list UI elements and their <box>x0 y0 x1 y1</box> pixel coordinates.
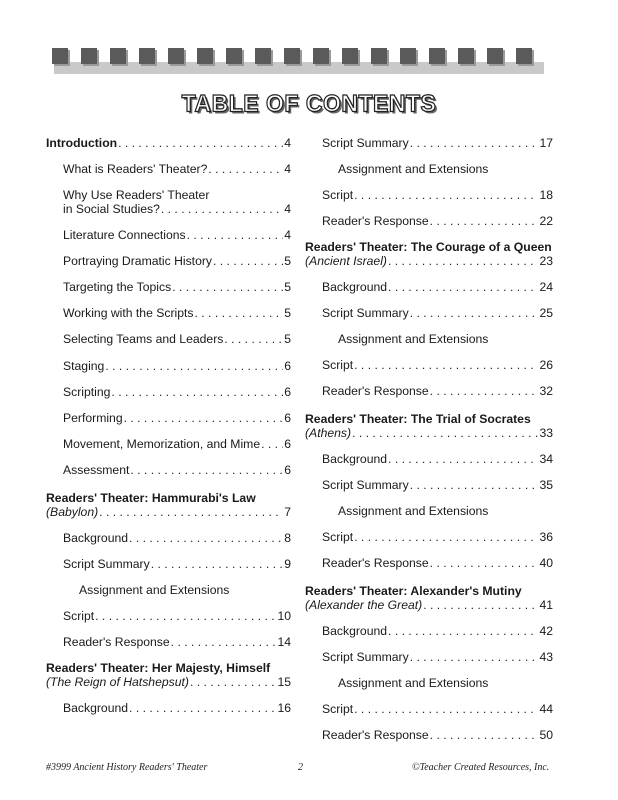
toc-entry <box>338 162 553 177</box>
spiral-ring <box>139 48 155 64</box>
toc-entry-title: Background <box>322 280 388 294</box>
toc-entry <box>63 359 291 374</box>
dot-leader <box>172 280 283 295</box>
spiral-ring <box>313 48 329 64</box>
dot-leader <box>430 728 539 743</box>
dot-leader <box>129 701 276 716</box>
toc-entry-title: Reader's Response <box>322 556 429 570</box>
toc-entry-title: (Alexander the Great) <box>305 598 423 612</box>
toc-entry-page: 34 <box>539 452 553 466</box>
toc-entry-title: Introduction <box>46 136 118 150</box>
toc-entry-page: 15 <box>277 675 291 689</box>
toc-entry <box>63 463 291 478</box>
toc-entry <box>63 437 291 452</box>
toc-entry <box>305 240 553 255</box>
spiral-ring <box>458 48 474 64</box>
dot-leader <box>151 557 284 572</box>
toc-entry-page: 33 <box>539 426 553 440</box>
dot-leader <box>195 306 284 321</box>
dot-leader <box>187 228 284 243</box>
dot-leader <box>208 162 283 177</box>
spiral-ring <box>110 48 126 64</box>
toc-entry-page: 18 <box>539 188 553 202</box>
toc-entry-title: Background <box>322 624 388 638</box>
toc-entry-title: What is Readers' Theater? <box>63 162 208 176</box>
toc-entry-title: Reader's Response <box>322 384 429 398</box>
toc-entry-title: Script Summary <box>322 650 409 664</box>
toc-entry <box>46 661 291 676</box>
toc-entry-page: 32 <box>539 384 553 398</box>
toc-entry-title: Assessment <box>63 463 130 477</box>
spiral-ring <box>487 48 503 64</box>
toc-entry-title: Readers' Theater: Her Majesty, Himself <box>46 661 271 675</box>
toc-entry-page: 5 <box>284 280 291 294</box>
toc-entry-title: Staging <box>63 359 105 373</box>
toc-entry-page: 35 <box>539 478 553 492</box>
toc-entry-page: 8 <box>284 531 291 545</box>
spiral-ring <box>226 48 242 64</box>
dot-leader <box>95 609 276 624</box>
toc-entry-title: (The Reign of Hatshepsut) <box>46 675 189 689</box>
toc-entry <box>63 609 291 624</box>
dot-leader <box>124 411 284 426</box>
toc-entry-title: (Athens) <box>305 426 352 440</box>
toc-entry <box>63 280 291 295</box>
dot-leader <box>354 702 538 717</box>
footer-copyright: ©Teacher Created Resources, Inc. <box>412 762 550 773</box>
dot-leader <box>388 624 538 639</box>
dot-leader <box>99 505 283 520</box>
toc-entry-page: 4 <box>284 136 291 150</box>
toc-entry-title: (Babylon) <box>46 505 99 519</box>
toc-entry-title: Script <box>322 188 354 202</box>
toc-entry-title: Assignment and Extensions <box>338 162 489 176</box>
toc-entry <box>305 598 553 613</box>
toc-entry <box>322 478 553 493</box>
spiral-ring <box>516 48 532 64</box>
toc-entry-page: 6 <box>284 385 291 399</box>
toc-entry <box>338 332 553 347</box>
dot-leader <box>430 214 539 229</box>
toc-entry <box>338 676 553 691</box>
toc-entry <box>63 385 291 400</box>
page-title: TABLE OF CONTENTS <box>181 89 437 117</box>
dot-leader <box>190 675 277 690</box>
toc-entry-title: Targeting the Topics <box>63 280 172 294</box>
toc-entry <box>63 188 291 203</box>
toc-entry-title: Background <box>63 701 129 715</box>
spiral-ring <box>81 48 97 64</box>
toc-entry <box>63 557 291 572</box>
toc-entry <box>322 650 553 665</box>
toc-entry-page: 10 <box>277 609 291 623</box>
footer-page-number: 2 <box>298 762 303 773</box>
dot-leader <box>261 437 283 452</box>
toc-entry-title: Assignment and Extensions <box>338 332 489 346</box>
toc-entry <box>63 202 291 217</box>
footer-book-title: #3999 Ancient History Readers' Theater <box>46 762 208 773</box>
dot-leader <box>410 650 539 665</box>
toc-entry-page: 50 <box>539 728 553 742</box>
toc-entry <box>322 728 553 743</box>
toc-entry-title: Script Summary <box>322 306 409 320</box>
toc-entry-page: 5 <box>284 254 291 268</box>
toc-entry-page: 6 <box>284 437 291 451</box>
toc-entry-page: 6 <box>284 411 291 425</box>
dot-leader <box>224 332 283 347</box>
toc-entry-title: Script <box>322 530 354 544</box>
toc-entry <box>322 624 553 639</box>
toc-entry <box>63 701 291 716</box>
dot-leader <box>118 136 283 151</box>
toc-entry <box>322 280 553 295</box>
toc-entry <box>305 412 553 427</box>
toc-entry-title: Assignment and Extensions <box>338 504 489 518</box>
toc-entry-page: 40 <box>539 556 553 570</box>
toc-entry-page: 4 <box>284 202 291 216</box>
spiral-ring <box>342 48 358 64</box>
toc-entry-page: 26 <box>539 358 553 372</box>
spiral-ring <box>284 48 300 64</box>
toc-entry <box>322 384 553 399</box>
spiral-ring <box>371 48 387 64</box>
toc-entry <box>63 332 291 347</box>
dot-leader <box>410 136 539 151</box>
dot-leader <box>430 556 539 571</box>
dot-leader <box>354 530 538 545</box>
toc-entry <box>305 584 553 599</box>
spiral-ring <box>255 48 271 64</box>
toc-entry-title: Reader's Response <box>322 214 429 228</box>
toc-entry-title: Assignment and Extensions <box>79 583 230 597</box>
dot-leader <box>388 280 538 295</box>
toc-entry <box>322 188 553 203</box>
dot-leader <box>410 306 539 321</box>
toc-entry-title: Readers' Theater: The Courage of a Queen <box>305 240 552 254</box>
toc-entry-title: Why Use Readers' Theater <box>63 188 210 202</box>
toc-entry-title: Literature Connections <box>63 228 186 242</box>
spiral-ring <box>168 48 184 64</box>
toc-entry-page: 16 <box>277 701 291 715</box>
toc-entry-title: Script <box>322 358 354 372</box>
toc-entry <box>63 306 291 321</box>
dot-leader <box>213 254 283 269</box>
toc-entry <box>322 358 553 373</box>
toc-entry-page: 4 <box>284 162 291 176</box>
toc-entry <box>322 214 553 229</box>
dot-leader <box>129 531 283 546</box>
toc-entry-title: Scripting <box>63 385 111 399</box>
toc-entry-page: 42 <box>539 624 553 638</box>
toc-entry <box>322 136 553 151</box>
toc-entry-page: 44 <box>539 702 553 716</box>
toc-entry-title: Readers' Theater: The Trial of Socrates <box>305 412 531 426</box>
toc-entry-title: Working with the Scripts <box>63 306 194 320</box>
dot-leader <box>354 188 538 203</box>
toc-entry <box>63 531 291 546</box>
toc-entry-page: 5 <box>284 306 291 320</box>
toc-entry-page: 6 <box>284 463 291 477</box>
dot-leader <box>410 478 539 493</box>
dot-leader <box>388 452 538 467</box>
toc-entry <box>46 675 291 690</box>
toc-entry-title: Reader's Response <box>322 728 429 742</box>
toc-entry-title: Script Summary <box>63 557 150 571</box>
spiral-ring <box>197 48 213 64</box>
dot-leader <box>352 426 538 441</box>
dot-leader <box>130 463 283 478</box>
toc-entry-page: 24 <box>539 280 553 294</box>
toc-entry-title: Script <box>322 702 354 716</box>
toc-entry <box>305 426 553 441</box>
toc-entry <box>322 452 553 467</box>
toc-entry <box>322 306 553 321</box>
toc-entry-page: 22 <box>539 214 553 228</box>
toc-entry-title: Background <box>63 531 129 545</box>
toc-entry <box>79 583 291 598</box>
toc-entry-page: 5 <box>284 332 291 346</box>
toc-entry-title: Background <box>322 452 388 466</box>
toc-entry-title: Script Summary <box>322 136 409 150</box>
toc-entry <box>338 504 553 519</box>
dot-leader <box>354 358 538 373</box>
toc-entry-page: 4 <box>284 228 291 242</box>
dot-leader <box>111 385 283 400</box>
toc-entry <box>63 635 291 650</box>
toc-entry-title: Movement, Memorization, and Mime <box>63 437 261 451</box>
dot-leader <box>105 359 283 374</box>
toc-entry-title: (Ancient Israel) <box>305 254 387 268</box>
toc-entry <box>322 556 553 571</box>
dot-leader <box>161 202 283 217</box>
toc-entry-title: Performing <box>63 411 123 425</box>
spiral-ring <box>52 48 68 64</box>
toc-entry-page: 36 <box>539 530 553 544</box>
toc-entry-title: Assignment and Extensions <box>338 676 489 690</box>
spiral-ring <box>400 48 416 64</box>
toc-entry <box>63 411 291 426</box>
toc-entry-page: 43 <box>539 650 553 664</box>
spiral-binding <box>52 48 542 72</box>
toc-entry-title: Script Summary <box>322 478 409 492</box>
toc-entry-page: 25 <box>539 306 553 320</box>
toc-entry <box>46 491 291 506</box>
toc-entry-page: 23 <box>539 254 553 268</box>
toc-entry-title: Selecting Teams and Leaders <box>63 332 224 346</box>
toc-entry-page: 7 <box>284 505 291 519</box>
toc-entry-page: 6 <box>284 359 291 373</box>
toc-entry-page: 9 <box>284 557 291 571</box>
toc-entry-page: 41 <box>539 598 553 612</box>
dot-leader <box>171 635 277 650</box>
dot-leader <box>430 384 539 399</box>
toc-entry <box>322 702 553 717</box>
toc-entry-title: Script <box>63 609 95 623</box>
toc-entry <box>322 530 553 545</box>
dot-leader <box>388 254 538 269</box>
toc-entry-title: Readers' Theater: Alexander's Mutiny <box>305 584 522 598</box>
toc-entry <box>63 228 291 243</box>
toc-entry <box>63 254 291 269</box>
toc-entry <box>46 136 291 151</box>
toc-entry-title: Readers' Theater: Hammurabi's Law <box>46 491 256 505</box>
toc-entry-title: Portraying Dramatic History <box>63 254 212 268</box>
toc-entry-page: 17 <box>539 136 553 150</box>
toc-entry <box>46 505 291 520</box>
toc-entry-title: in Social Studies? <box>63 202 160 216</box>
toc-entry <box>305 254 553 269</box>
toc-entry-title: Reader's Response <box>63 635 170 649</box>
spiral-ring <box>429 48 445 64</box>
dot-leader <box>423 598 538 613</box>
toc-entry <box>63 162 291 177</box>
toc-entry-page: 14 <box>277 635 291 649</box>
